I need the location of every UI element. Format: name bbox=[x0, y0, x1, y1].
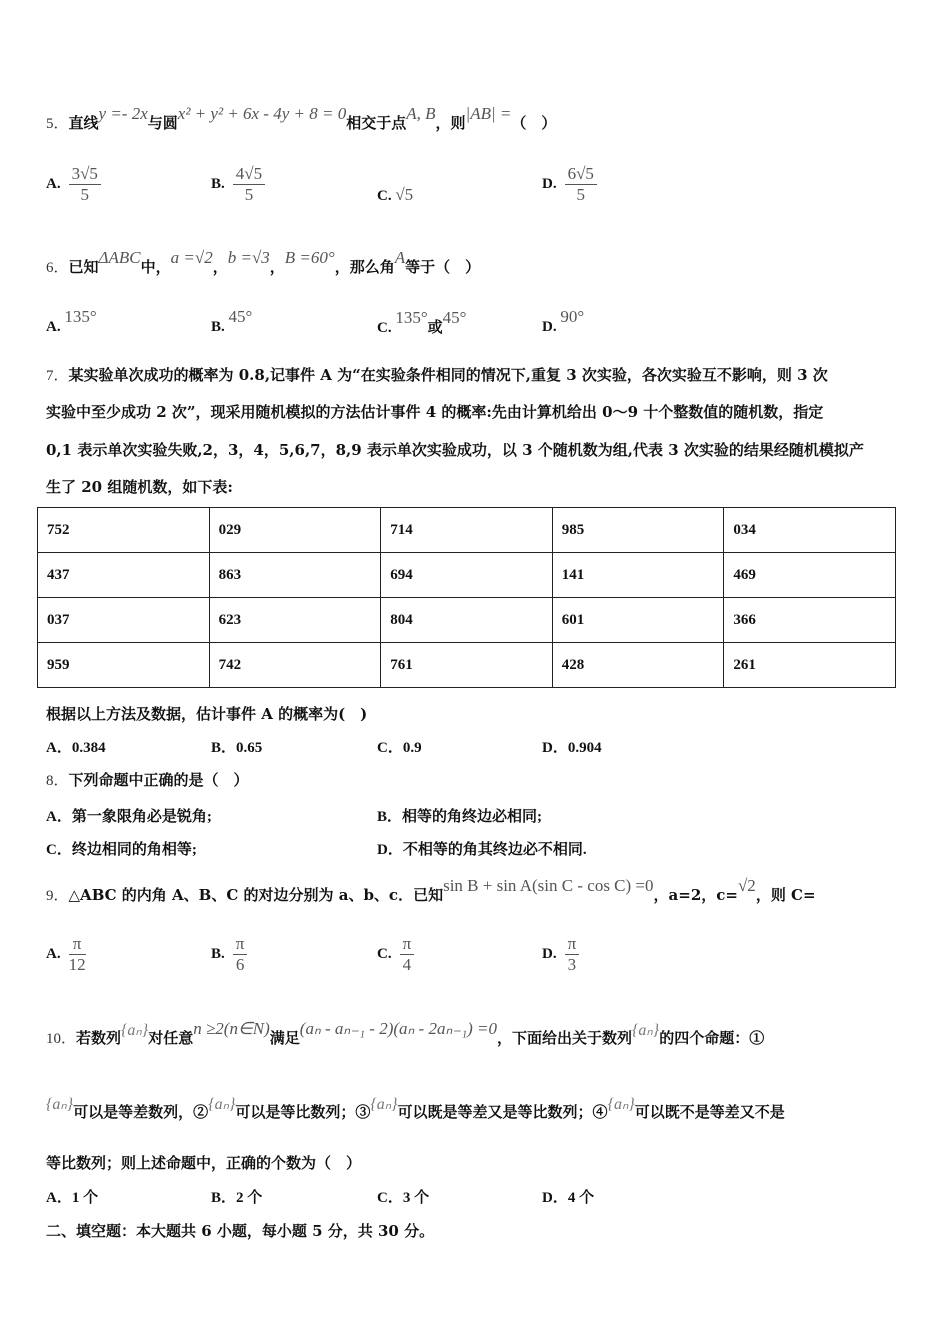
sequence-symbol: {aₙ} bbox=[208, 1096, 236, 1113]
table-cell: 985 bbox=[552, 508, 724, 553]
question-7-line-2: 实验中至少成功 2 次”，现采用随机模拟的方法估计事件 4 的概率:先由计算机给出 0～9 十个整数值的随机数，指定 bbox=[46, 403, 824, 421]
question-10-line-1: 10．若数列{aₙ}对任意n ≥2(n∈N)满足(aₙ - aₙ₋₁ - 2)(aₙ - 2aₙ₋₁) =0，下面给出关于数列{aₙ}的四个命题：① bbox=[46, 1019, 765, 1047]
random-number-table bbox=[37, 507, 896, 688]
q8-option-c[interactable]: C．终边相同的角相等; bbox=[46, 842, 197, 858]
q5-option-b[interactable]: B. $\frac{4√5}{5}$ bbox=[211, 164, 265, 205]
table-cell: 623 bbox=[209, 598, 381, 643]
table-cell: 742 bbox=[209, 643, 381, 688]
q6-option-a[interactable]: A. 135° bbox=[46, 307, 97, 335]
table-cell: 959 bbox=[38, 643, 210, 688]
table-row bbox=[38, 598, 896, 643]
q8-option-d[interactable]: D．不相等的角其终边必不相同. bbox=[377, 842, 587, 858]
math-points: A, B bbox=[406, 104, 436, 123]
table-cell: 366 bbox=[724, 598, 896, 643]
table-row bbox=[38, 508, 896, 553]
q6-option-c[interactable]: C. 135°或45° bbox=[377, 308, 467, 336]
table-cell: 694 bbox=[381, 553, 553, 598]
sequence-symbol: {aₙ} bbox=[370, 1096, 398, 1113]
q6-option-b[interactable]: B. 45° bbox=[211, 307, 253, 335]
table-row bbox=[38, 553, 896, 598]
q7-option-b[interactable]: B．0.65 bbox=[211, 740, 263, 756]
table-cell: 804 bbox=[381, 598, 553, 643]
math-trig-equation: sin B + sin A(sin C - cos C) =0 bbox=[443, 876, 654, 895]
q7-option-c[interactable]: C．0.9 bbox=[377, 740, 422, 756]
table-cell: 714 bbox=[381, 508, 553, 553]
table-cell: 437 bbox=[38, 553, 210, 598]
table-cell: 761 bbox=[381, 643, 553, 688]
question-10-line-3: 等比数列；则上述命题中，正确的个数为（ ） bbox=[46, 1154, 362, 1172]
section-2-heading: 二、填空题：本大题共 6 小题，每小题 5 分，共 30 分。 bbox=[46, 1222, 435, 1240]
q5-option-c[interactable]: C. √5 bbox=[377, 185, 414, 204]
q5-option-a[interactable]: A. $\frac{3√5}{5}$ bbox=[46, 164, 101, 205]
table-row bbox=[38, 643, 896, 688]
sequence-symbol: {aₙ} bbox=[121, 1022, 149, 1039]
math-recurrence: (aₙ - aₙ₋₁ - 2)(aₙ - 2aₙ₋₁) =0 bbox=[299, 1019, 498, 1038]
q8-option-b[interactable]: B．相等的角终边必相同; bbox=[377, 809, 543, 825]
q9-option-b[interactable]: B. $\frac{\pi}{6}$ bbox=[211, 934, 247, 975]
table-cell: 261 bbox=[724, 643, 896, 688]
q5-option-d[interactable]: D. $\frac{6√5}{5}$ bbox=[542, 164, 597, 205]
q6-option-d[interactable]: D. 90° bbox=[542, 307, 585, 335]
table-cell: 601 bbox=[552, 598, 724, 643]
q10-option-c[interactable]: C．3 个 bbox=[377, 1190, 430, 1206]
q9-option-a[interactable]: A. $\frac{\pi}{12}$ bbox=[46, 934, 86, 974]
q10-option-a[interactable]: A．1 个 bbox=[46, 1190, 99, 1206]
question-6-stem: 6．已知ΔABC中，a =√2，b =√3，B =60°，那么角A等于（ ） bbox=[46, 248, 481, 276]
sequence-symbol: {aₙ} bbox=[46, 1096, 74, 1113]
q9-option-c[interactable]: C. $\frac{\pi}{4}$ bbox=[377, 934, 414, 975]
math-line-equation: y =- 2x bbox=[98, 104, 148, 123]
table-cell: 863 bbox=[209, 553, 381, 598]
table-cell: 141 bbox=[552, 553, 724, 598]
math-circle-equation: x² + y² + 6x - 4y + 8 = 0 bbox=[177, 104, 347, 123]
math-ab-length: |AB| = bbox=[465, 104, 512, 123]
question-7-line-4: 生了 20 组随机数，如下表: bbox=[46, 478, 233, 496]
question-8-stem: 8．下列命题中正确的是（ ） bbox=[46, 771, 249, 789]
q7-option-d[interactable]: D．0.904 bbox=[542, 740, 602, 756]
q8-option-a[interactable]: A．第一象限角必是锐角; bbox=[46, 809, 212, 825]
table-cell: 029 bbox=[209, 508, 381, 553]
question-9-stem: 9．△ABC 的内角 A、B、C 的对边分别为 a、b、c．已知sin B + sin A(sin C - cos C) =0，a=2，c=√2，则 C= bbox=[46, 876, 816, 904]
table-cell: 037 bbox=[38, 598, 210, 643]
question-10-line-2: {aₙ}可以是等差数列，②{aₙ}可以是等比数列；③{aₙ}可以既是等差又是等比数列；④{aₙ}可以既不是等差又不是 bbox=[46, 1096, 785, 1121]
q7-option-a[interactable]: A．0.384 bbox=[46, 740, 106, 756]
question-5-stem: 5．直线y =- 2x与圆x² + y² + 6x - 4y + 8 = 0相交于点A, B，则|AB| =（ ） bbox=[46, 104, 557, 132]
question-7-line-3: 0,1 表示单次实验失败,2，3，4，5,6,7，8,9 表示单次实验成功，以 3 个随机数为组,代表 3 次实验的结果经随机模拟产 bbox=[46, 441, 864, 459]
table-cell: 469 bbox=[724, 553, 896, 598]
q9-option-d[interactable]: D. $\frac{\pi}{3}$ bbox=[542, 934, 579, 975]
sequence-symbol: {aₙ} bbox=[632, 1022, 660, 1039]
table-cell: 752 bbox=[38, 508, 210, 553]
question-7-prompt: 根据以上方法及数据，估计事件 A 的概率为( ) bbox=[46, 705, 368, 723]
q10-option-b[interactable]: B．2 个 bbox=[211, 1190, 263, 1206]
table-cell: 428 bbox=[552, 643, 724, 688]
q10-option-d[interactable]: D．4 个 bbox=[542, 1190, 595, 1206]
question-7-line-1: 7．某实验单次成功的概率为 0.8,记事件 A 为“在实验条件相同的情况下,重复 3 次实验，各次实验互不影响，则 3 次 bbox=[46, 366, 828, 384]
sequence-symbol: {aₙ} bbox=[607, 1096, 635, 1113]
table-cell: 034 bbox=[724, 508, 896, 553]
